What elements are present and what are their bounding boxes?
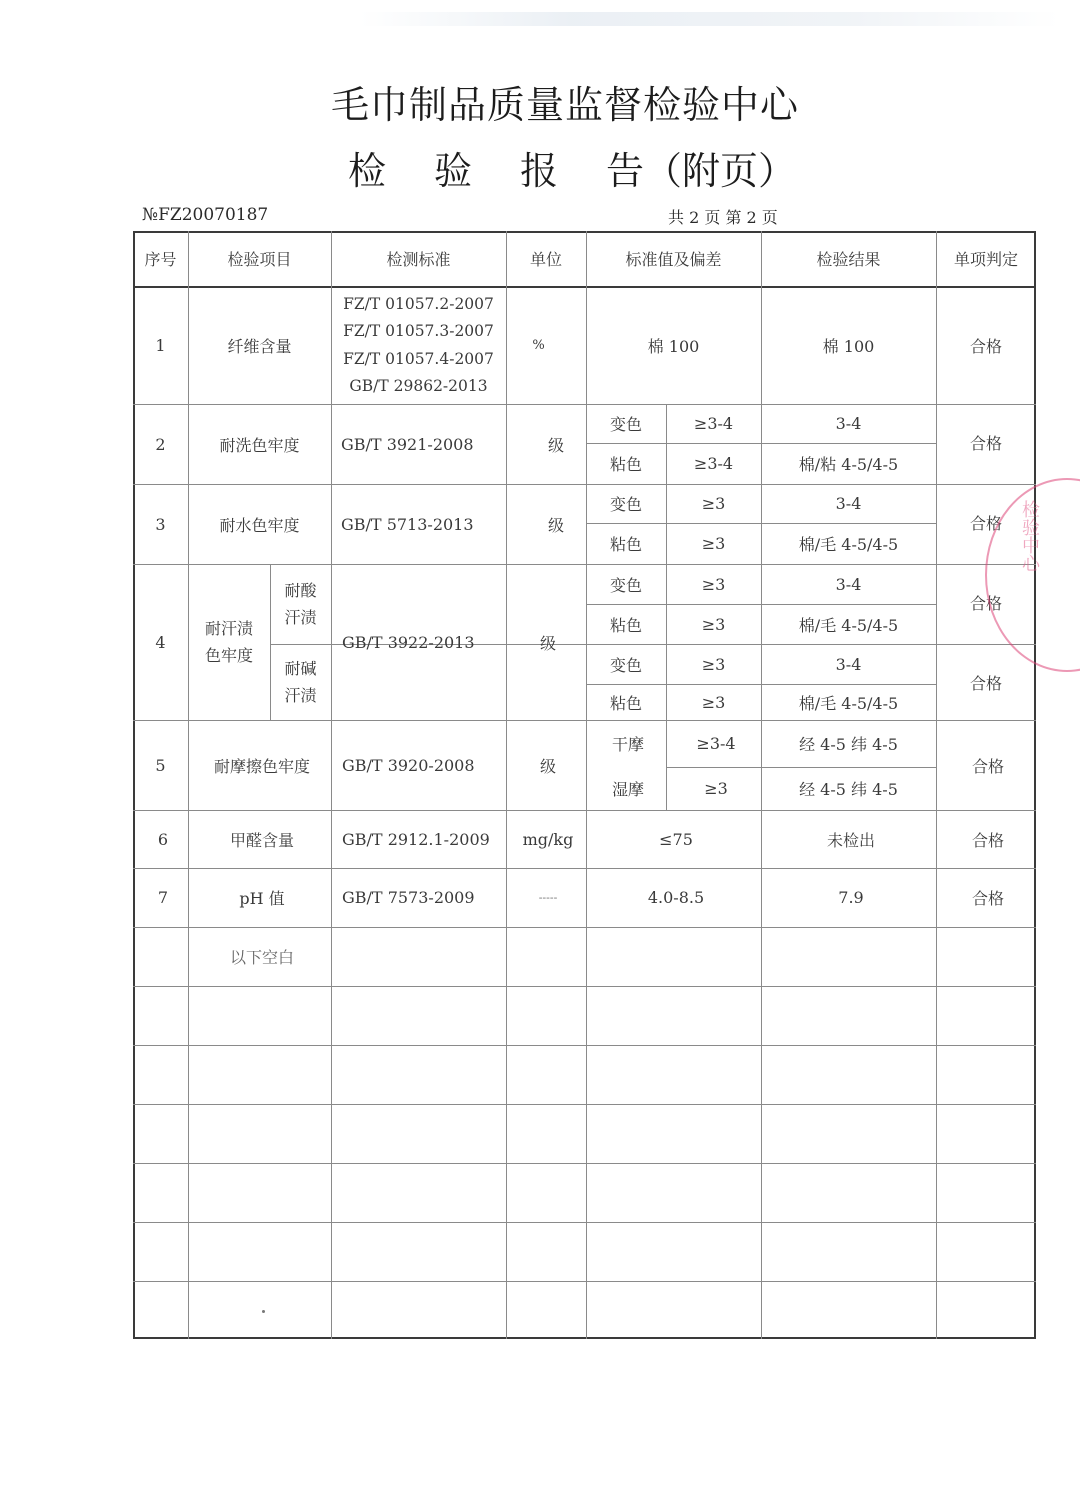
- item-name: 耐摩擦色牢度: [213, 756, 310, 776]
- spec-value: ≤75: [659, 829, 693, 849]
- row-divider: [133, 1045, 1036, 1046]
- scan-artifact: [360, 12, 1060, 26]
- col-header-verdict: 单项判定: [953, 250, 1018, 269]
- col-header-item: 检验项目: [227, 250, 292, 269]
- blank-note: 以下空白: [229, 948, 294, 967]
- unit: 级: [547, 515, 564, 535]
- unit: %: [532, 338, 545, 353]
- organization-title: 毛巾制品质量监督检验中心: [330, 83, 799, 127]
- col-header-result: 检验结果: [816, 250, 881, 269]
- row-number: 5: [155, 755, 166, 775]
- sub-result: 棉/毛 4-5/4-5: [798, 615, 899, 635]
- verdict: 合格: [969, 513, 1002, 533]
- sub-result: 经 4-5 纬 4-5: [799, 780, 898, 799]
- row-divider: [133, 1104, 1036, 1105]
- sub-item-name: [270, 644, 331, 720]
- sub-result: 棉/毛 4-5/4-5: [798, 535, 899, 554]
- col-header-spec: 标准值及偏差: [625, 250, 722, 269]
- report-number: №FZ20070187: [142, 205, 269, 225]
- verdict: 合格: [971, 889, 1004, 908]
- verdict: 合格: [969, 433, 1002, 453]
- sub-type: 粘色: [609, 615, 642, 635]
- sub-type: 变色: [609, 655, 642, 675]
- standard-code: GB/T 3922-2013: [342, 632, 475, 652]
- row-divider: [133, 1281, 1036, 1282]
- row-divider: [133, 986, 1036, 987]
- result-value: 棉 100: [822, 337, 875, 356]
- sub-item-line: 汗渍: [284, 608, 317, 627]
- row-divider: [133, 1222, 1036, 1223]
- standard-code: GB/T 7573-2009: [342, 888, 475, 907]
- result-value: 7.9: [838, 888, 864, 907]
- standard-code: GB/T 3921-2008: [341, 434, 474, 454]
- sub-result: 3-4: [835, 494, 862, 513]
- page-indicator: 共 2 页 第 2 页: [668, 208, 778, 227]
- verdict: 合格: [971, 756, 1004, 776]
- item-name: 甲醛含量: [229, 830, 294, 850]
- item-name: 耐水色牢度: [219, 515, 300, 535]
- sub-result: 棉/毛 4-5/4-5: [798, 693, 899, 713]
- sub-spec: ≥3: [701, 574, 726, 594]
- item-name-line: 耐汗渍: [204, 619, 253, 638]
- sub-spec: ≥3: [701, 654, 726, 674]
- verdict: 合格: [969, 673, 1002, 693]
- standard-code: GB/T 5713-2013: [341, 514, 474, 534]
- report-title: [348, 140, 868, 195]
- row-number: 4: [155, 632, 166, 652]
- row-number: 7: [157, 888, 169, 907]
- col-header-standard: 检测标准: [386, 250, 451, 269]
- standard-code: GB/T 2912.1-2009: [342, 829, 490, 849]
- unit: 级: [547, 435, 564, 455]
- result-value: 未检出: [826, 830, 875, 850]
- sub-type: 粘色: [609, 455, 642, 474]
- standard-code: FZ/T 01057.3-2007: [343, 322, 494, 340]
- verdict: 合格: [969, 593, 1002, 613]
- row-number: 6: [157, 829, 169, 849]
- row-number: 2: [155, 434, 166, 454]
- col-header-unit: 单位: [529, 250, 562, 269]
- sub-item-name: [270, 564, 331, 644]
- sub-result: 3-4: [835, 654, 862, 674]
- standard-list: [331, 287, 506, 404]
- item-name: [188, 564, 270, 720]
- row-divider: [133, 1163, 1036, 1164]
- standard-code: FZ/T 01057.4-2007: [343, 349, 494, 368]
- sub-spec: ≥3-4: [693, 454, 734, 473]
- sub-type: 干摩: [611, 735, 644, 754]
- standard-code: GB/T 3920-2008: [342, 755, 475, 775]
- sub-type: 粘色: [609, 535, 642, 554]
- sub-type: 变色: [609, 575, 642, 595]
- sub-result: 棉/粘 4-5/4-5: [798, 455, 899, 474]
- sub-type: 变色: [609, 495, 642, 514]
- sub-spec: ≥3-4: [696, 734, 736, 753]
- standard-code: GB/T 29862-2013: [349, 377, 488, 395]
- unit: 级: [539, 756, 556, 776]
- sub-spec: ≥3: [701, 692, 726, 712]
- sub-type: 粘色: [609, 693, 642, 713]
- sub-item-line: 耐酸: [284, 581, 317, 600]
- col-header-no: 序号: [144, 250, 177, 269]
- title-char: 报: [520, 149, 559, 193]
- unit: -----: [538, 891, 558, 904]
- sub-result: 3-4: [835, 574, 862, 594]
- sub-spec: ≥3: [704, 779, 728, 798]
- title-char: 检: [348, 149, 387, 193]
- item-name: pH 值: [239, 889, 285, 908]
- row-number: 3: [155, 514, 166, 534]
- item-name-line: 色牢度: [204, 646, 253, 665]
- verdict: 合格: [971, 830, 1004, 850]
- standard-code: FZ/T 01057.2-2007: [343, 294, 494, 313]
- verdict: 合格: [969, 337, 1002, 356]
- row-number: 1: [155, 336, 166, 355]
- sub-result: 经 4-5 纬 4-5: [799, 735, 898, 754]
- sub-spec: ≥3: [701, 494, 726, 513]
- sub-item-line: 耐碱: [284, 659, 317, 678]
- sub-type: 变色: [609, 415, 642, 434]
- sub-spec: ≥3: [701, 534, 726, 553]
- sub-type: 湿摩: [611, 780, 644, 799]
- title-char: 验: [434, 149, 473, 193]
- unit: mg/kg: [522, 829, 574, 849]
- item-name: 纤维含量: [227, 337, 292, 356]
- sub-spec: ≥3: [701, 614, 726, 634]
- sub-item-line: 汗渍: [284, 686, 317, 705]
- scan-speck: [262, 1310, 265, 1313]
- sub-spec: ≥3-4: [693, 414, 734, 433]
- spec-value: 4.0-8.5: [647, 888, 705, 907]
- seal-text: 检验中心: [1019, 500, 1040, 572]
- sub-result: 3-4: [835, 414, 862, 433]
- item-name: 耐洗色牢度: [219, 435, 300, 455]
- title-char: 告（附页）: [606, 149, 797, 193]
- spec-value: 棉 100: [647, 337, 700, 356]
- unit: 级: [539, 633, 556, 653]
